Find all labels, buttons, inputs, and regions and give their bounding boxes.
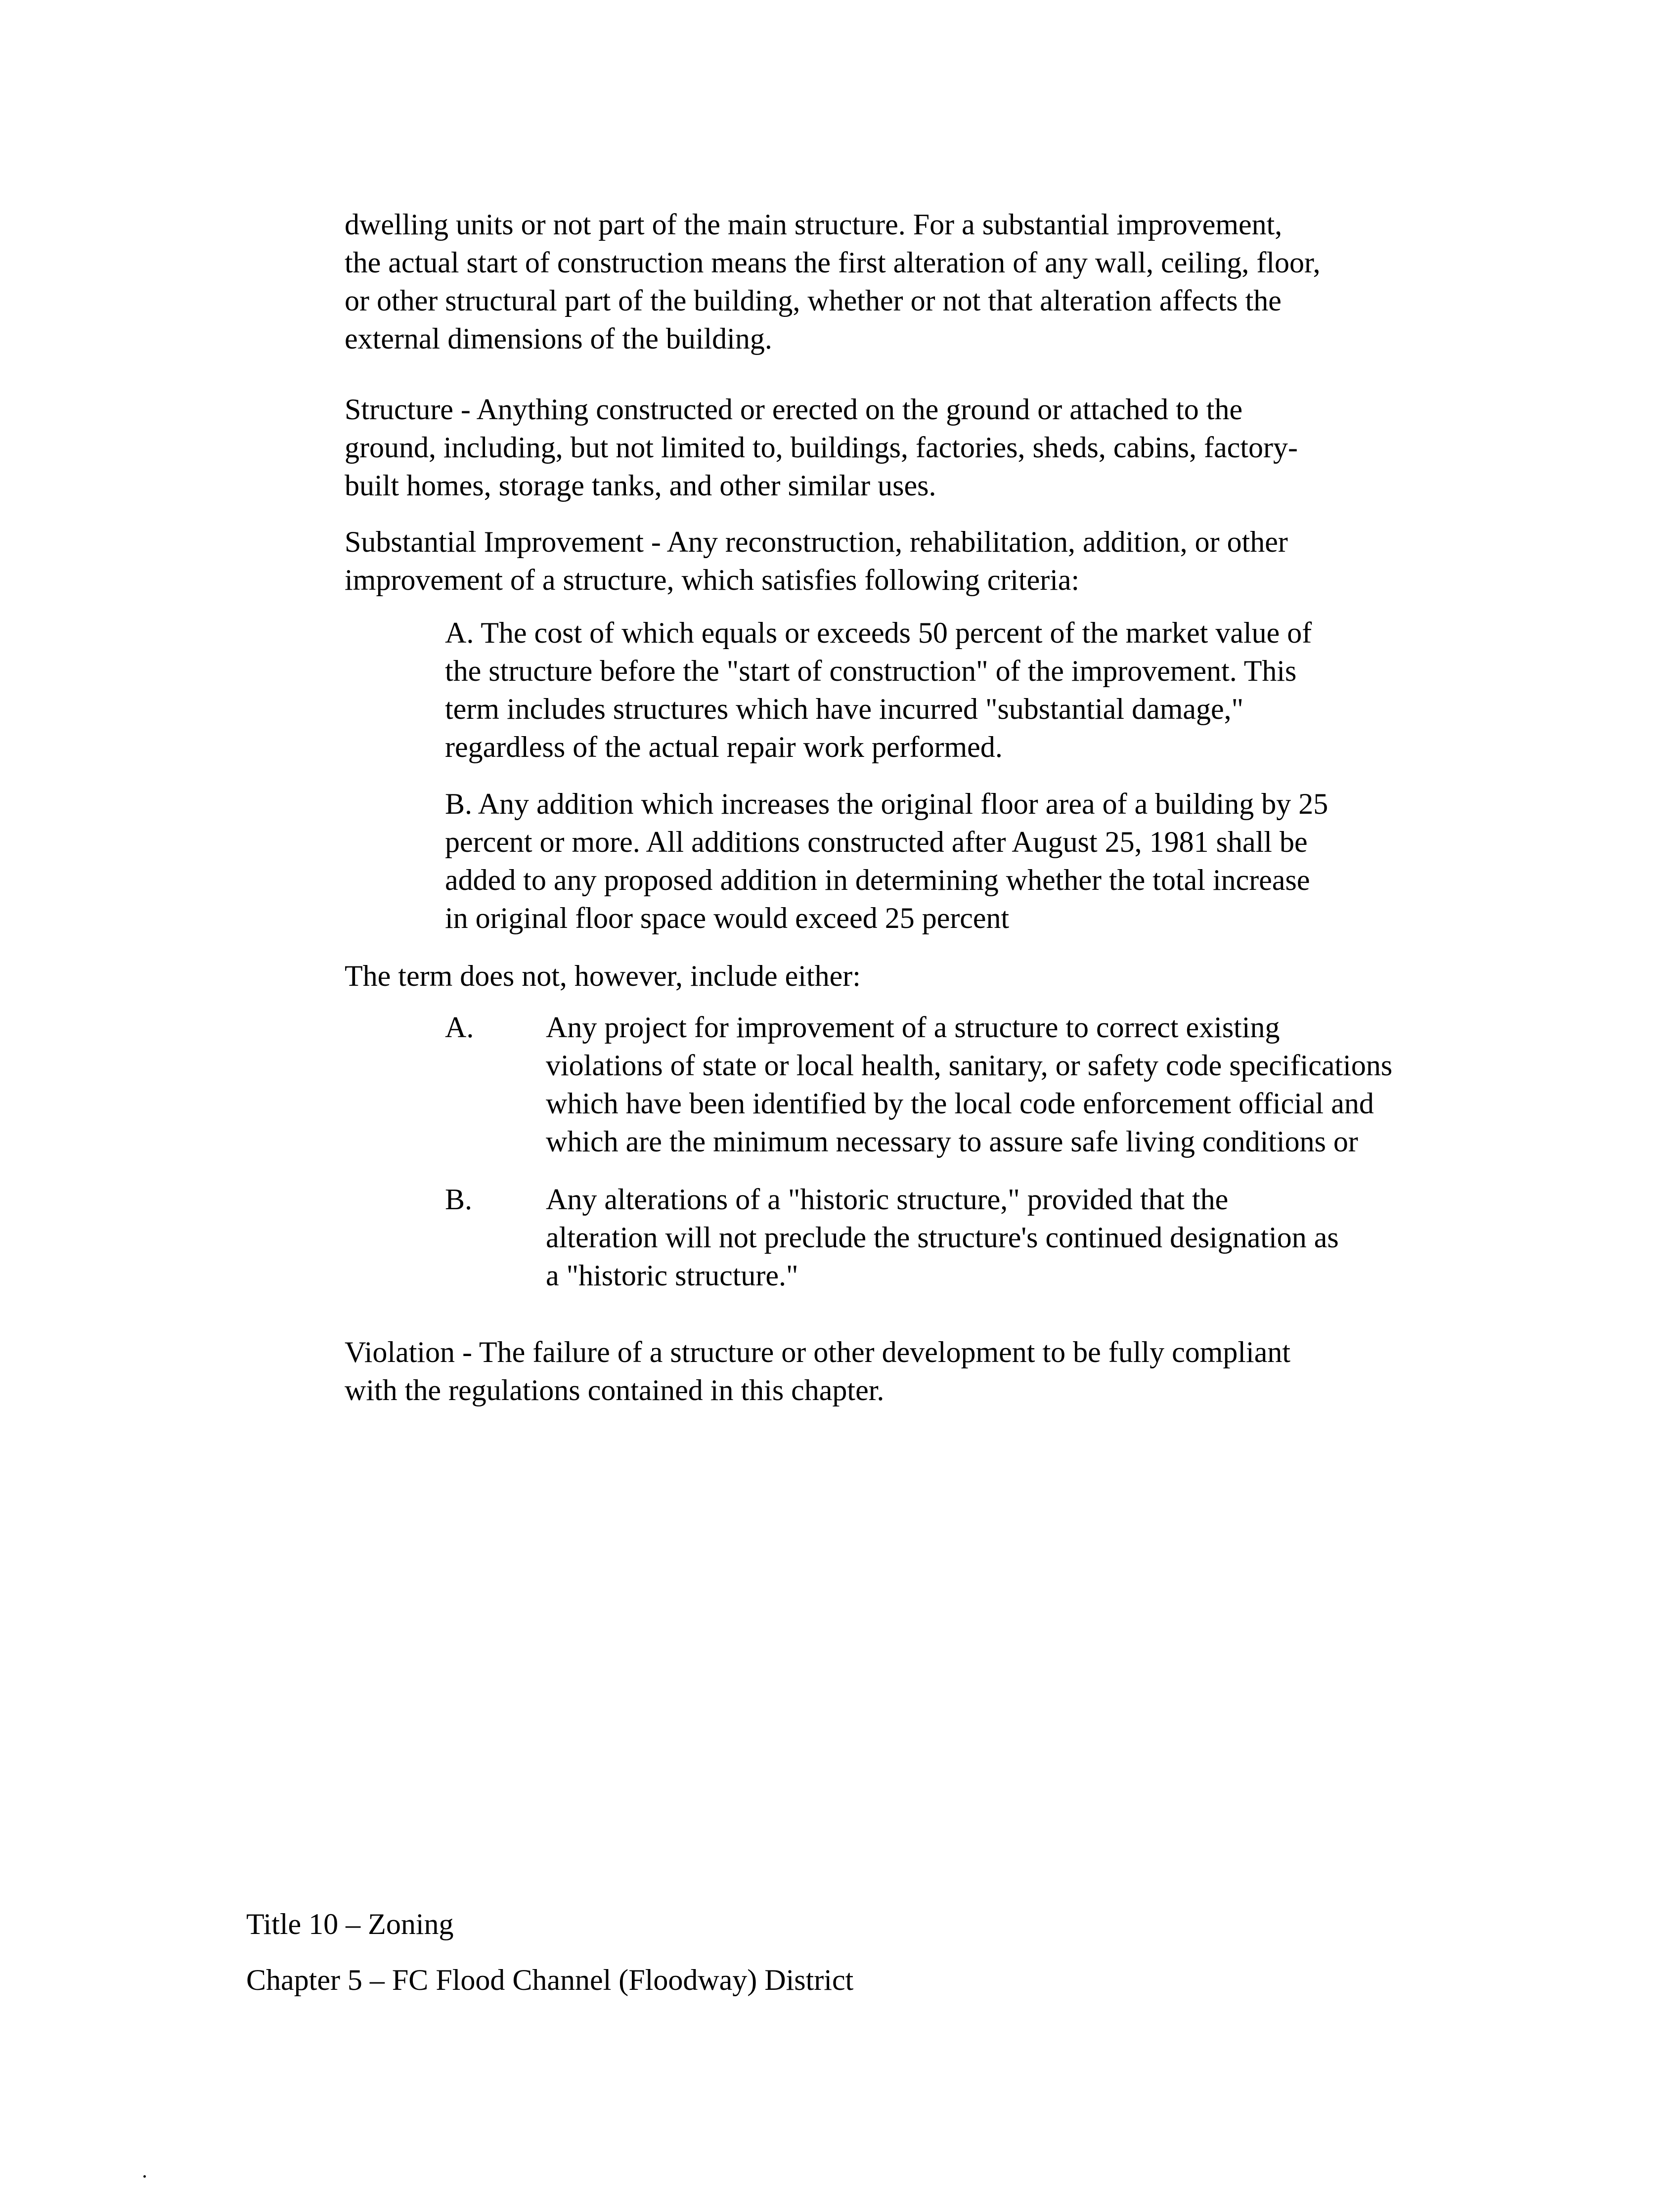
text-line: Violation - The failure of a structure or other development to be fully compliant	[345, 1336, 1291, 1368]
footer-title: Title 10 – Zoning	[246, 1908, 454, 1940]
criteria-a	[445, 614, 1312, 766]
text-line: Substantial Improvement - Any reconstruction, rehabilitation, addition, or other	[345, 526, 1288, 558]
text-line: alteration will not preclude the structure's continued designation as	[546, 1221, 1339, 1254]
footer-chapter: Chapter 5 – FC Flood Channel (Floodway) District	[246, 1964, 854, 1996]
text-line: built homes, storage tanks, and other similar uses.	[345, 469, 936, 502]
definition-violation	[345, 1333, 1290, 1409]
text-line: added to any proposed addition in determining whether the total increase	[445, 864, 1310, 896]
text-line: Structure - Anything constructed or erected on the ground or attached to the	[345, 393, 1243, 426]
text-line: the actual start of construction means the first alteration of any wall, ceiling, floor,	[345, 246, 1321, 279]
exclusion-intro	[345, 957, 861, 995]
text-line: or other structural part of the building, whether or not that alteration affects the	[345, 284, 1282, 317]
list-text	[546, 1009, 1393, 1158]
text-line: a "historic structure."	[546, 1259, 798, 1292]
text-line: Any project for improvement of a structure to correct existing	[546, 1011, 1280, 1044]
footer	[246, 1905, 853, 1999]
text-line: dwelling units or not part of the main structure. For a substantial improvement,	[345, 208, 1282, 241]
exclusion-a	[445, 1009, 1533, 1161]
text-line: external dimensions of the building.	[345, 322, 772, 355]
list-label: B.	[445, 1183, 473, 1216]
paragraph-continuation	[345, 206, 1321, 358]
definition-structure	[345, 391, 1298, 505]
text-line: with the regulations contained in this chapter.	[345, 1374, 884, 1406]
text-line: percent or more. All additions constructed after August 25, 1981 shall be	[445, 826, 1308, 858]
list-text	[546, 1181, 1339, 1292]
text-line: The term does not, however, include either:	[345, 960, 861, 992]
scan-speck	[143, 2175, 146, 2178]
list-label: A.	[445, 1011, 474, 1044]
definition-substantial-improvement	[345, 523, 1288, 599]
text-line: term includes structures which have incurred "substantial damage,"	[445, 693, 1244, 725]
text-line: regardless of the actual repair work performed.	[445, 731, 1003, 763]
text-line: Any alterations of a "historic structure," provided that the	[546, 1183, 1229, 1216]
text-line: which have been identified by the local code enforcement official and	[546, 1087, 1374, 1120]
text-line: improvement of a structure, which satisfies following criteria:	[345, 564, 1080, 596]
text-line: violations of state or local health, sanitary, or safety code specifications	[546, 1049, 1393, 1082]
text-line: A. The cost of which equals or exceeds 50 percent of the market value of	[445, 616, 1312, 649]
text-line: ground, including, but not limited to, buildings, factories, sheds, cabins, factory-	[345, 431, 1298, 464]
text-line: in original floor space would exceed 25 percent	[445, 902, 1010, 934]
exclusion-b	[445, 1181, 1533, 1295]
text-line: the structure before the "start of construction" of the improvement. This	[445, 655, 1297, 687]
text-line: B. Any addition which increases the original floor area of a building by 25	[445, 788, 1328, 820]
text-line: which are the minimum necessary to assure safe living conditions or	[546, 1125, 1358, 1158]
criteria-b	[445, 785, 1328, 937]
